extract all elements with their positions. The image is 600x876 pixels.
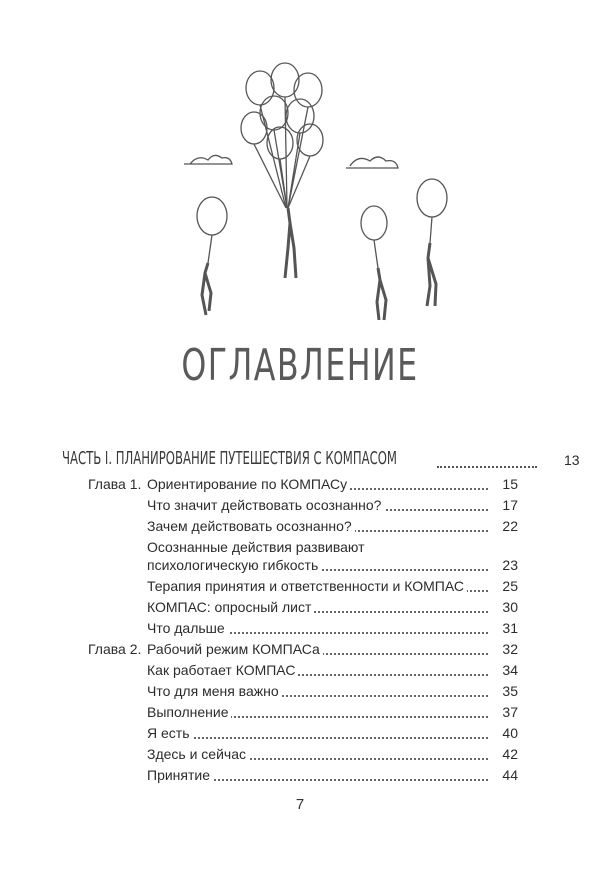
toc-part-title: ЧАСТЬ I. ПЛАНИРОВАНИЕ ПУТЕШЕСТВИЯ С КОМПАСОМ [62, 448, 397, 469]
toc-row [147, 576, 518, 596]
cloud-icon [346, 157, 398, 168]
toc-entry-title: Зачем действовать осознанно? [147, 516, 355, 536]
toc-page-number: 22 [502, 518, 518, 534]
toc-row [147, 660, 518, 680]
toc-leader [437, 450, 537, 468]
toc-entry-title: психологическую гибкость [147, 555, 321, 575]
toc-entry-title: Ориентирование по КОМПАСу [147, 474, 350, 494]
toc-entry-title: Осознанные действия развивают [147, 537, 368, 557]
toc-page-number: 30 [502, 599, 518, 615]
toc-page-number: 31 [502, 620, 518, 636]
cloud-icon [184, 155, 232, 164]
page-number: 7 [295, 796, 305, 813]
toc-row [147, 618, 518, 638]
toc-page-number: 44 [502, 767, 518, 783]
toc-entry-title: Принятие [147, 765, 213, 785]
toc-page-number: 25 [502, 578, 518, 594]
person-icon [427, 243, 436, 306]
toc-row [88, 474, 518, 494]
toc-row [88, 639, 518, 659]
balloon-icon [361, 206, 387, 240]
toc-page-number: 32 [502, 641, 518, 657]
toc-page-number: 23 [502, 557, 518, 573]
toc-row [147, 597, 518, 617]
balloons-illustration [150, 58, 470, 328]
balloon-cluster-icon [241, 63, 323, 208]
balloon-icon [417, 179, 447, 217]
toc-row [147, 681, 518, 701]
toc-row [147, 723, 518, 743]
toc-row [147, 555, 518, 575]
toc-entry-title: Здесь и сейчас [147, 744, 249, 764]
toc-row [147, 495, 518, 515]
toc-row [147, 537, 518, 557]
toc-row [147, 765, 518, 785]
toc-entry-title: Как работает КОМПАС [147, 660, 298, 680]
balloon-icon [197, 197, 227, 235]
toc-page-number: 17 [502, 497, 518, 513]
toc-entry-title: Выполнение [147, 702, 231, 722]
toc-entry-title: Что значит действовать осознанно? [147, 495, 384, 515]
toc-entry-title: КОМПАС: опросный лист [147, 597, 314, 617]
toc-leader [147, 723, 488, 739]
toc-page-number: 40 [502, 725, 518, 741]
toc-row [147, 744, 518, 764]
toc-row [147, 516, 518, 536]
toc-page-number: 15 [502, 476, 518, 492]
toc-entry-title: Терапия принятия и ответственности и КОМПАС [147, 576, 467, 596]
toc-page-number: 35 [502, 683, 518, 699]
person-icon [202, 263, 211, 315]
toc-entry-title: Что для меня важно [147, 681, 282, 701]
toc-page-number: 37 [502, 704, 518, 720]
toc-page-number: 13 [564, 452, 580, 468]
person-icon [285, 208, 296, 278]
toc-chapter-label: Глава 2. [88, 641, 142, 657]
toc-entry-title: Что дальше [147, 618, 228, 638]
toc-entry-title: Рабочий режим КОМПАСа [147, 639, 323, 659]
toc-part-row [62, 448, 580, 470]
person-icon [377, 268, 386, 320]
toc-row [147, 702, 518, 722]
toc-page-number: 34 [502, 662, 518, 678]
toc-page-number: 42 [502, 746, 518, 762]
toc-entry-title: Я есть [147, 723, 193, 743]
toc-chapter-label: Глава 1. [88, 476, 142, 492]
page-title: ОГЛАВЛЕНИЕ [181, 340, 419, 391]
